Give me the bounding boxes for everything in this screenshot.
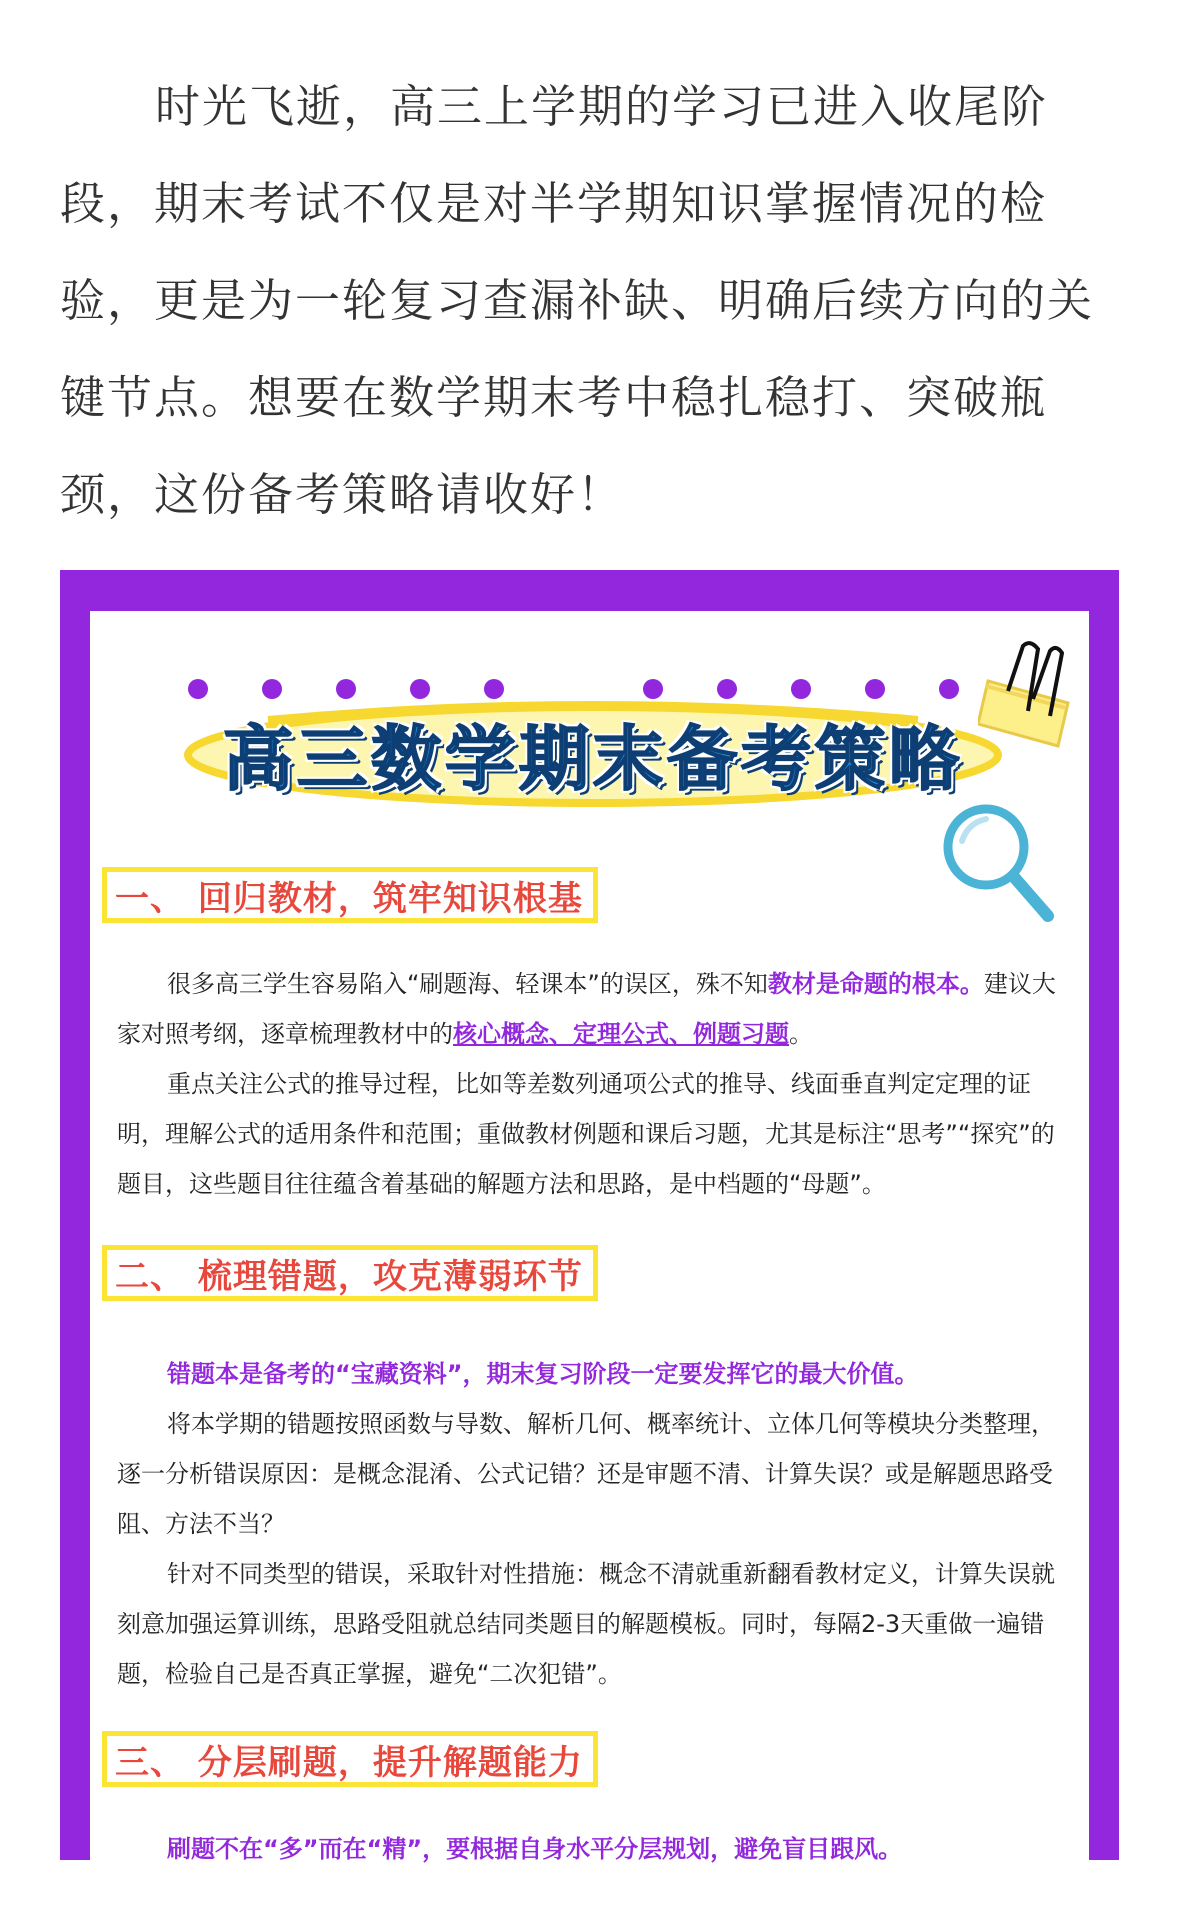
intro-paragraph: 时光飞逝，高三上学期的学习已进入收尾阶段，期末考试不仅是对半学期知识掌握情况的检验，更是为一轮复习查漏补缺、明确后续方向的关键节点。想要在数学期末考中稳扎稳打、突破瓶颈，这份备考策略请收好！ — [60, 80, 1095, 521]
text-run: 很多高三学生容易陷入“刷题海、轻课本”的误区，殊不知 — [167, 970, 768, 998]
section-1-body — [117, 959, 1077, 1209]
highlight-underlined-text: 核心概念、定理公式、例题习题 — [453, 1020, 789, 1048]
section-heading-2: 二、 梳理错题，攻克薄弱环节 — [102, 1245, 598, 1301]
poster-card — [90, 611, 1089, 1911]
intro-text — [60, 58, 1120, 543]
poster-title: 高三数学期末备考策略 — [223, 717, 963, 800]
poster-title-banner — [178, 695, 1008, 811]
section-2-lead: 错题本是备考的“宝藏资料”，期末复习阶段一定要发挥它的最大价值。 — [167, 1360, 919, 1388]
section-2-body — [117, 1349, 1077, 1699]
magnifier-icon — [940, 801, 1055, 926]
section-heading-3: 三、 分层刷题，提升解题能力 — [102, 1731, 598, 1787]
section-1-paragraph-1 — [117, 959, 1077, 1059]
strategy-poster — [60, 570, 1119, 1863]
section-2-paragraph-2: 针对不同类型的错误，采取针对性措施：概念不清就重新翻看教材定义，计算失误就刻意加强运算训练，思路受阻就总结同类题目的解题模板。同时，每隔2-3天重做一遍错题，检验自己是否真正掌握，避免“二次犯错”。 — [117, 1560, 1055, 1688]
text-run: 建议大家对照考纲，逐章梳理教材中的 — [117, 970, 1056, 1048]
section-1-paragraph-2: 重点关注公式的推导过程，比如等差数列通项公式的推导、线面垂直判定定理的证明，理解公式的适用条件和范围；重做教材例题和课后习题，尤其是标注“思考”“探究”的题目，这些题目往往蕴含着基础的解题方法和思路，是中档题的“母题”。 — [117, 1070, 1055, 1198]
section-3-body — [117, 1824, 1077, 1874]
highlight-text: 教材是命题的根本。 — [767, 970, 984, 998]
section-heading-1: 一、 回归教材，筑牢知识根基 — [102, 867, 598, 923]
section-2-paragraph-1: 将本学期的错题按照函数与导数、解析几何、概率统计、立体几何等模块分类整理，逐一分析错误原因：是概念混淆、公式记错？还是审题不清、计算失误？或是解题思路受阻、方法不当？ — [117, 1410, 1055, 1538]
text-run: 。 — [789, 1020, 813, 1048]
section-3-lead: 刷题不在“多”而在“精”，要根据自身水平分层规划，避免盲目跟风。 — [167, 1835, 903, 1863]
